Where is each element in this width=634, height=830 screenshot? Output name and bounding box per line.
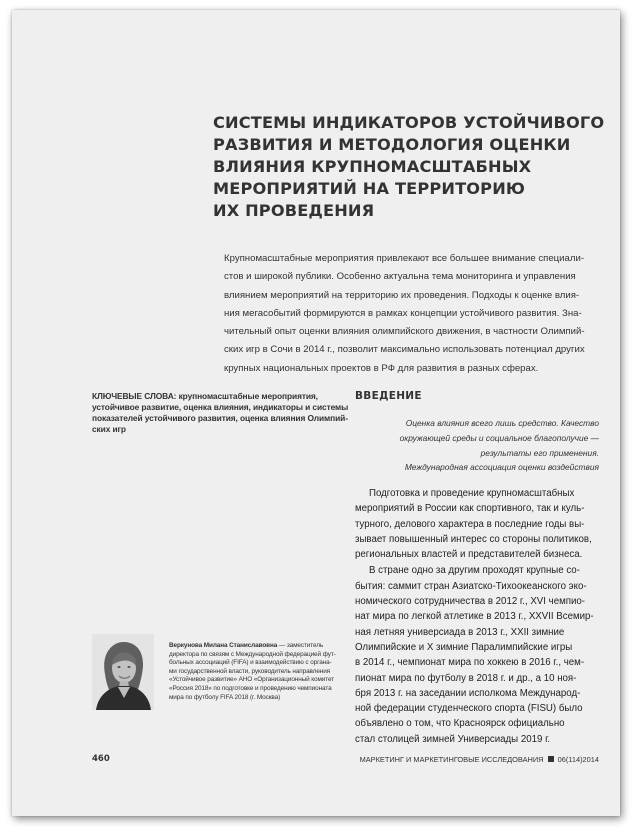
abstract-line: стов и широкой публики. Особенно актуальна тема мониторинга и управления	[224, 271, 576, 283]
body-line: зывает повышенный интерес со стороны политиков,	[355, 533, 592, 545]
abstract-line: крупных национальных проектов в РФ для развития в разных сферах.	[224, 362, 539, 374]
body-line: в 2014 г., чемпионат мира по хоккею в 2016 г., чем-	[355, 657, 585, 669]
author-bio-line: директора по связям с Международной федерацией фут-	[169, 650, 336, 658]
body-line: мероприятий в России как спортивного, так и куль-	[355, 503, 585, 515]
author-bio-line: ми государственной власти, руководитель направления	[169, 667, 331, 675]
epigraph	[319, 416, 599, 475]
author-name: Веркунова Милана Станиславовна	[169, 642, 278, 649]
keywords-block	[92, 391, 352, 435]
body-line: ной федерации студенческого спорта (FISU) было	[355, 703, 583, 715]
keywords-line: КЛЮЧЕВЫЕ СЛОВА: крупномасштабные мероприятия,	[92, 391, 318, 401]
epigraph-attribution: Международная ассоциация оценки воздействия	[404, 462, 599, 473]
title-line: МЕРОПРИЯТИЙ НА ТЕРРИТОРИЮ	[213, 179, 526, 198]
author-bio-line: «Устойчивое развитие» АНО «Организационный комитет	[169, 676, 335, 684]
author-bio-text: — заместитель	[277, 642, 324, 649]
epigraph-line: Оценка влияния всего лишь средство. Качество	[405, 418, 599, 428]
section-heading: ВВЕДЕНИЕ	[355, 390, 422, 402]
keywords-line: показателей устойчивого развития, оценка влияния Олимпий-	[92, 413, 348, 424]
body-line: В стране одно за другим проходят крупные со-	[369, 565, 580, 577]
epigraph-line: окружающей среды и социальное благополучие —	[399, 432, 599, 443]
body-line: региональных властей и представителей бизнеса.	[355, 549, 583, 561]
abstract-line: чительный опыт оценки влияния олимпийского движения, в частности Олимпий-	[224, 326, 585, 338]
body-text	[355, 486, 615, 747]
body-line: объявлено о том, что Красноярск официально	[355, 718, 565, 730]
author-photo	[92, 634, 154, 710]
body-line: стал столицей зимней Универсиады 2019 г.	[355, 733, 551, 745]
body-line: бря 2013 г. на заседании исполкома Международ-	[355, 687, 581, 699]
square-bullet-icon	[548, 756, 554, 762]
author-bio-line: мира по футболу FIFA 2018 (г. Москва)	[169, 693, 281, 701]
title-line: ВЛИЯНИЯ КРУПНОМАСШТАБНЫХ	[213, 157, 532, 176]
abstract-line: влиянием мероприятий на территорию их проведения. Подходы к оценке влия-	[224, 289, 580, 301]
issue-number: 06(114)2014	[557, 755, 599, 764]
author-bio	[169, 642, 349, 702]
page-number: 460	[92, 754, 110, 764]
title-line: СИСТЕМЫ ИНДИКАТОРОВ УСТОЙЧИВОГО	[213, 113, 605, 132]
body-line: пионат мира по футболу в 2018 г. и др., а 10 ноя-	[355, 672, 577, 684]
title-line: ИХ ПРОВЕДЕНИЯ	[213, 201, 375, 220]
keywords-line: устойчивое развитие, оценка влияния, индикаторы и системы	[92, 402, 349, 413]
running-footer	[360, 755, 599, 764]
body-line: ная летняя универсиада в 2013 г., XXII зимние	[355, 626, 565, 638]
body-line: Подготовка и проведение крупномасштабных	[369, 488, 575, 499]
title-line: РАЗВИТИЯ И МЕТОДОЛОГИЯ ОЦЕНКИ	[213, 135, 571, 154]
abstract-line: ских игр в Сочи в 2014 г., позволит максимально использовать потенциал других	[224, 344, 585, 356]
journal-page	[12, 10, 620, 816]
abstract-line: Крупномасштабные мероприятия привлекают все большее внимание специали-	[224, 253, 585, 264]
author-bio-line	[169, 642, 349, 651]
keywords-line: ских игр	[92, 424, 126, 435]
article-abstract	[224, 250, 604, 378]
body-line: бытия: саммит стран Азиатско-Тихоокеанского эко-	[355, 580, 587, 592]
body-line: Олимпийские и X зимние Паралимпийские игры	[355, 641, 573, 653]
abstract-line: ния мегасобытий формируются в рамках концепции устойчивого развития. Зна-	[224, 307, 582, 319]
body-line: турного, делового характера в последние годы вы-	[355, 518, 585, 530]
author-bio-line: «Россия 2018» по подготовке и проведению чемпионата	[169, 684, 332, 692]
epigraph-line: результаты его применения.	[480, 447, 599, 458]
body-line: нат мира по легкой атлетике в 2013 г., XXVII Всемир-	[355, 611, 594, 623]
journal-name: МАРКЕТИНГ И МАРКЕТИНГОВЫЕ ИССЛЕДОВАНИЯ	[359, 755, 544, 764]
author-bio-line: больных ассоциаций (FIFA) и взаимодействию с органа-	[169, 659, 332, 667]
body-line: номического сотрудничества в 2012 г., XVI чемпио-	[355, 596, 586, 608]
article-title	[213, 112, 613, 222]
author-portrait	[92, 634, 154, 710]
